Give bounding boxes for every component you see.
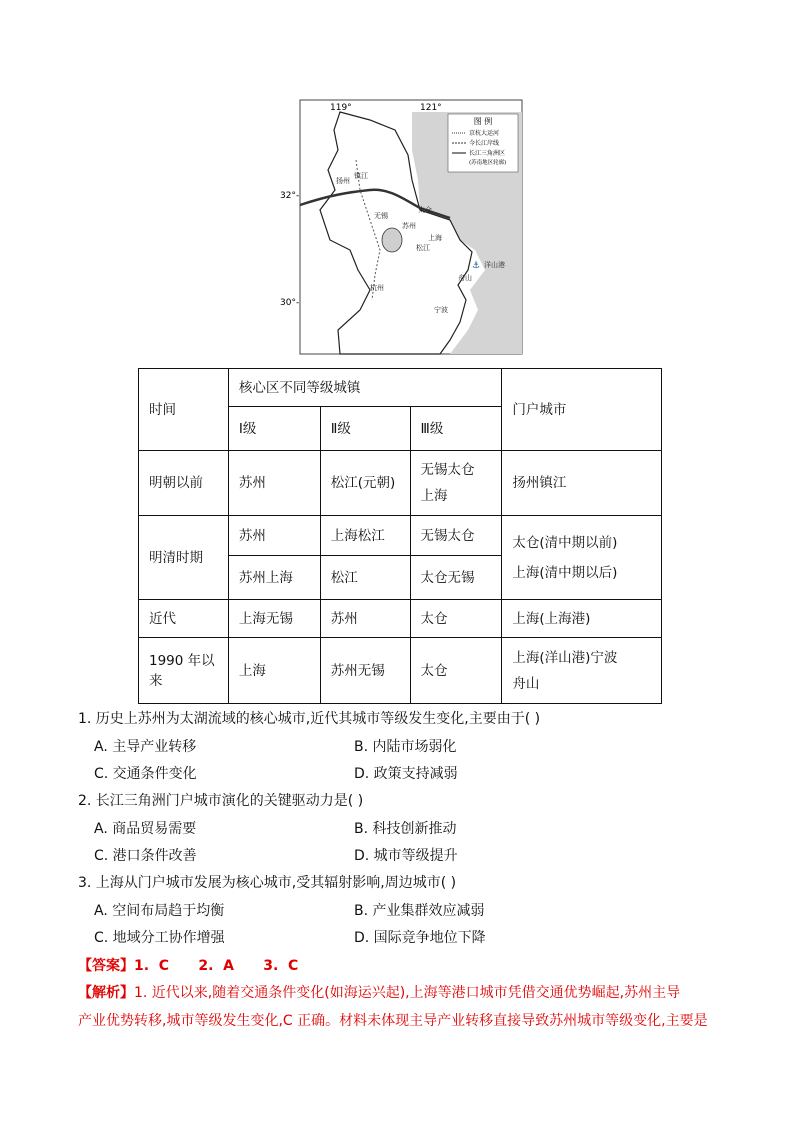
table-header-time: 时间	[139, 369, 229, 451]
table-cell: 上海松江	[320, 516, 410, 556]
map-legend-item: 今长江岸线	[469, 140, 500, 147]
table-cell: 扬州镇江	[502, 451, 662, 516]
question-option: A. 主导产业转移	[94, 739, 197, 755]
table-row	[139, 600, 662, 638]
question-option: C. 地域分工协作增强	[94, 930, 225, 946]
table-cell-time: 1990 年以来	[139, 638, 229, 704]
analysis-text: 1. 近代以来,随着交通条件变化(如海运兴起),上海等港口城市凭借交通优势崛起,苏州主导	[134, 985, 681, 1001]
map-lon-label: 119°	[330, 103, 352, 113]
table-cell: 苏州	[320, 600, 410, 638]
city-level-table	[138, 368, 662, 704]
map-city-label: 镇江	[354, 172, 368, 180]
map-legend-title: 图 例	[473, 117, 493, 126]
table-cell: 太仓	[410, 638, 502, 704]
question-stem: 3. 上海从门户城市发展为核心城市,受其辐射影响,周边城市( )	[78, 875, 457, 891]
table-header-gate: 门户城市	[502, 369, 662, 451]
table-cell: 松江	[320, 556, 410, 600]
map-city-label: 松江	[416, 244, 430, 252]
table-cell-line: 无锡太仓	[420, 462, 475, 478]
table-cell: 苏州上海	[228, 556, 320, 600]
table-cell-time: 近代	[139, 600, 229, 638]
table-header-level3: Ⅲ级	[410, 407, 502, 451]
table-row	[139, 451, 662, 516]
table-cell: 苏州	[228, 451, 320, 516]
table-row	[139, 638, 662, 704]
map-lat-label: 32°-	[280, 191, 300, 201]
table-header-level1: Ⅰ级	[228, 407, 320, 451]
map-lat-label: 30°-	[280, 298, 300, 308]
question-option: D. 政策支持减弱	[354, 766, 458, 782]
table-header-core: 核心区不同等级城镇	[228, 369, 501, 407]
question-option: B. 科技创新推动	[354, 821, 457, 837]
table-cell: 苏州无锡	[320, 638, 410, 704]
question-option: C. 港口条件改善	[94, 848, 197, 864]
table-cell-time: 明朝以前	[139, 451, 229, 516]
table-cell-line: 上海(洋山港)宁波	[512, 649, 618, 666]
table-cell: 太仓	[410, 600, 502, 638]
table-cell-line: 太仓(清中期以前)	[512, 534, 618, 551]
answer-line	[78, 955, 298, 975]
map-city-label: 上海	[428, 234, 442, 242]
table-cell-line: 舟山	[512, 675, 540, 692]
table-cell: 苏州	[228, 516, 320, 556]
map-city-label: 太仓	[418, 206, 432, 214]
question-option: A. 商品贸易需要	[94, 821, 197, 837]
table-cell	[410, 451, 502, 516]
question-option: D. 城市等级提升	[354, 848, 458, 864]
question-option: D. 国际竞争地位下降	[354, 930, 486, 946]
table-cell: 太仓无锡	[410, 556, 502, 600]
analysis-line	[78, 983, 680, 1003]
table-cell	[502, 516, 662, 600]
table-cell: 上海无锡	[228, 600, 320, 638]
question-option: A. 空间布局趋于均衡	[94, 903, 225, 919]
table-cell: 无锡太仓	[410, 516, 502, 556]
table-cell	[502, 638, 662, 704]
map-city-label: 无锡	[374, 212, 388, 220]
table-cell: 上海	[228, 638, 320, 704]
yangtze-delta-map	[280, 100, 522, 354]
map-city-label: 洋山港	[484, 261, 505, 269]
map-legend-item: (苏南地区轮廓)	[469, 160, 507, 166]
table-cell-time: 明清时期	[139, 516, 229, 600]
question-option: B. 产业集群效应减弱	[354, 903, 485, 919]
table-cell: 上海(上海港)	[502, 600, 662, 638]
map-city-label: 扬州	[336, 177, 350, 185]
table-cell-line: 上海	[420, 488, 448, 504]
map-legend-item: 京杭大运河	[469, 130, 500, 137]
map-city-label: 杭州	[370, 284, 384, 292]
table-cell: 松江(元朝)	[320, 451, 410, 516]
map-legend-item: 长江三角洲区	[469, 150, 506, 157]
question-stem: 1. 历史上苏州为太湖流域的核心城市,近代其城市等级发生变化,主要由于( )	[78, 711, 541, 727]
map-city-label: 舟山	[458, 274, 472, 282]
map-city-label: 宁波	[434, 306, 448, 314]
analysis-tag: 【解析】	[78, 985, 134, 1001]
table-header-level2: Ⅱ级	[320, 407, 410, 451]
question-option: C. 交通条件变化	[94, 766, 197, 782]
map-lon-label: 121°	[420, 103, 442, 113]
anchor-icon: ⚓	[472, 261, 481, 271]
answer-tag: 【答案】	[78, 958, 134, 974]
question-option: B. 内陆市场弱化	[354, 739, 457, 755]
answer-text: 1. C 2. A 3. C	[134, 958, 299, 974]
map-city-label: 苏州	[402, 222, 416, 230]
table-cell-line: 上海(清中期以后)	[512, 564, 618, 581]
table-row	[139, 516, 662, 556]
question-stem: 2. 长江三角洲门户城市演化的关键驱动力是( )	[78, 793, 364, 809]
analysis-line: 产业优势转移,城市等级发生变化,C 正确。材料未体现主导产业转移直接导致苏州城市等级变化,主要是	[78, 1013, 708, 1029]
